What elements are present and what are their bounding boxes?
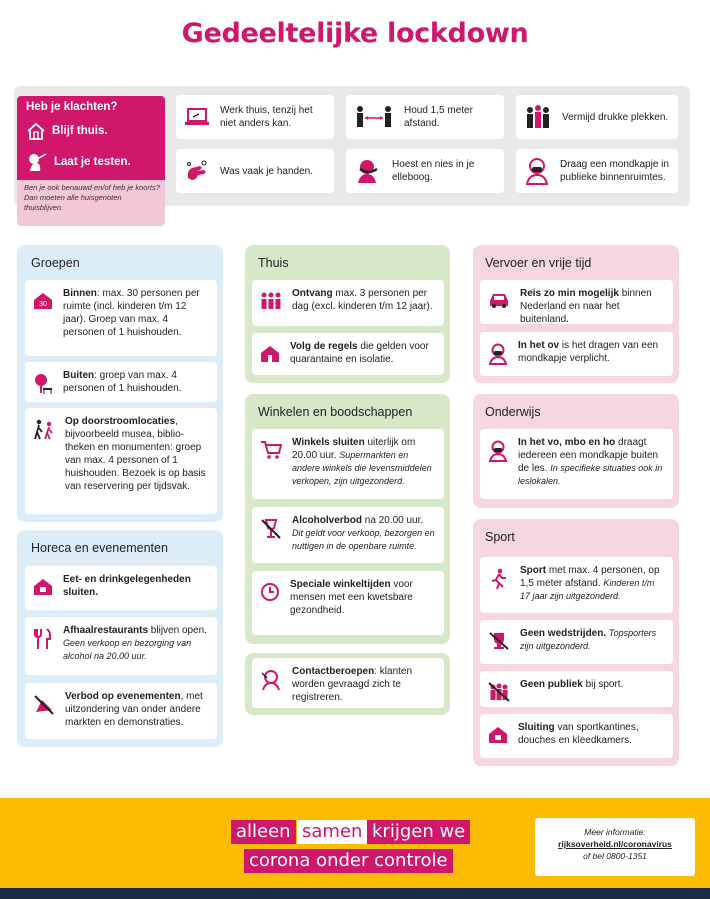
info-phone: of bel 0800-1351 xyxy=(583,851,647,861)
sneeze-icon xyxy=(354,157,382,185)
complaints-heading: Heb je klachten? xyxy=(26,101,118,113)
card-groepen-doorstroom: Op doorstroomlocaties, bijvoorbeeld musea, biblio-theken en monumenten: groep van max. 4 personen of 1 huishouden. Bezoek is op basis van reservering per tijdsvak. xyxy=(25,408,217,514)
no-events-icon xyxy=(33,694,55,716)
car-icon xyxy=(488,291,510,309)
slogan-word-2: samen xyxy=(297,820,367,844)
section-title-thuis: Thuis xyxy=(258,256,289,270)
tip-wear-mask: Draag een mondkapje in publieke binnenruimtes. xyxy=(516,149,678,193)
runner-icon xyxy=(488,568,510,590)
card-thuis-regels: Volg de regels die gelden voor quarantaine en isolatie. xyxy=(252,333,444,375)
page-title: Gedeeltelijke lockdown xyxy=(181,18,529,49)
laptop-icon xyxy=(184,106,210,128)
walking-people-icon xyxy=(33,419,55,441)
tip-wash-hands: Was vaak je handen. xyxy=(176,149,334,193)
house-30-icon xyxy=(33,291,53,311)
info-box xyxy=(535,818,695,876)
tip-work-from-home: Werk thuis, tenzij het niet anders kan. xyxy=(176,95,334,139)
complaints-box xyxy=(17,96,165,226)
home-icon xyxy=(260,344,280,364)
card-winkelen-tijden: Speciale winkeltijden voor mensen met een kwetsbare gezondheid. xyxy=(252,571,444,635)
slogan-word-1: alleen xyxy=(231,820,296,844)
tip-distance: Houd 1,5 meter afstand. xyxy=(346,95,504,139)
card-horeca-afhaal: Afhaalrestaurants blijven open. Geen verkoop en bezorging van alcohol na 20.00 uur. xyxy=(25,617,217,675)
tip-avoid-crowds: Vermijd drukke plekken. xyxy=(516,95,678,139)
footer-bottom-bar xyxy=(0,888,710,899)
section-title-onderwijs: Onderwijs xyxy=(485,405,541,419)
distance-icon xyxy=(354,104,394,130)
card-horeca-evenementen: Verbod op evenementen, met uitzondering van onder andere markten en demonstraties. xyxy=(25,683,217,739)
card-vervoer-ov: In het ov is het dragen van een mondkapje verplicht. xyxy=(480,332,673,376)
slogan-line-2: corona onder controle xyxy=(244,849,453,873)
test-icon xyxy=(26,151,48,173)
three-people-icon xyxy=(260,291,282,311)
crowd-icon xyxy=(524,104,552,130)
closed-canteen-icon xyxy=(488,725,508,745)
card-winkelen-sluiten: Winkels sluiten uiterlijk om 20.00 uur. Supermarkten en andere winkels die levensmiddelen verkopen, zijn uitgezonderd. xyxy=(252,429,444,499)
no-alcohol-icon xyxy=(260,518,282,540)
card-sport-publiek: Geen publiek bij sport. xyxy=(480,671,673,707)
clock-icon xyxy=(260,582,280,602)
card-sport-sluiting: Sluiting van sportkantines, douches en kleedkamers. xyxy=(480,714,673,758)
tip-sneeze: Hoest en nies in je elleboog. xyxy=(346,149,504,193)
section-title-sport: Sport xyxy=(485,530,515,544)
card-sport-wedstrijden: Geen wedstrijden. Topsporters zijn uitgezonderd. xyxy=(480,620,673,664)
mask-person-icon xyxy=(488,343,508,365)
section-title-horeca: Horeca en evenementen xyxy=(31,541,168,555)
mask-icon xyxy=(524,157,550,185)
card-sport-max: Sport met max. 4 personen, op 1,5 meter afstand. Kinderen t/m 17 jaar zijn uitgezonderd. xyxy=(480,557,673,613)
slogan-word-3: krijgen we xyxy=(367,820,470,844)
closed-house-icon xyxy=(33,577,53,597)
handwash-icon xyxy=(184,158,210,184)
hairdresser-icon xyxy=(260,669,282,691)
card-contactberoepen: Contactberoepen: klanten worden gevraagd zich te registreren. xyxy=(252,658,444,708)
card-horeca-eet: Eet- en drinkgelegenheden sluiten. xyxy=(25,566,217,610)
card-winkelen-alcohol: Alcoholverbod na 20.00 uur. Dit geldt voor verkoop, bezorgen en nuttigen in de openbare ruimte. xyxy=(252,507,444,563)
tree-bench-icon xyxy=(33,373,53,395)
card-thuis-ontvang: Ontvang max. 3 personen per dag (excl. kinderen t/m 12 jaar). xyxy=(252,280,444,326)
section-title-groepen: Groepen xyxy=(31,256,80,270)
mask-student-icon xyxy=(488,440,508,462)
section-title-winkelen: Winkelen en boodschappen xyxy=(258,405,413,419)
card-groepen-buiten: Buiten: groep van max. 4 personen of 1 huishouden. xyxy=(25,362,217,402)
info-link[interactable]: rijksoverheid.nl/coronavirus xyxy=(558,839,672,849)
no-trophy-icon xyxy=(488,631,510,651)
svg-text:30: 30 xyxy=(39,301,47,308)
info-label: Meer informatie: xyxy=(584,827,646,837)
card-groepen-binnen: 30 Binnen: max. 30 personen per ruimte (incl. kinderen t/m 12 jaar). Groep van max. 4 personen of 1 huishouden. xyxy=(25,280,217,356)
get-tested-label: Laat je testen. xyxy=(54,156,131,168)
house-icon xyxy=(26,121,46,141)
section-title-vervoer: Vervoer en vrije tijd xyxy=(485,256,592,270)
no-crowd-icon xyxy=(488,682,510,702)
card-onderwijs: In het vo, mbo en ho draagt iedereen een mondkapje buiten de les. In specifieke situaties ook in leslokalen. xyxy=(480,429,673,499)
stay-home-label: Blijf thuis. xyxy=(52,125,108,137)
shopping-cart-icon xyxy=(260,440,282,460)
cutlery-icon xyxy=(33,628,53,650)
card-vervoer-reis: Reis zo min mogelijk binnen Nederland en naar het buitenland. xyxy=(480,280,673,324)
complaints-note: Ben je ook benauwd en/of heb je koorts? Dan moeten alle huisgenoten thuisblijven. xyxy=(24,183,160,212)
